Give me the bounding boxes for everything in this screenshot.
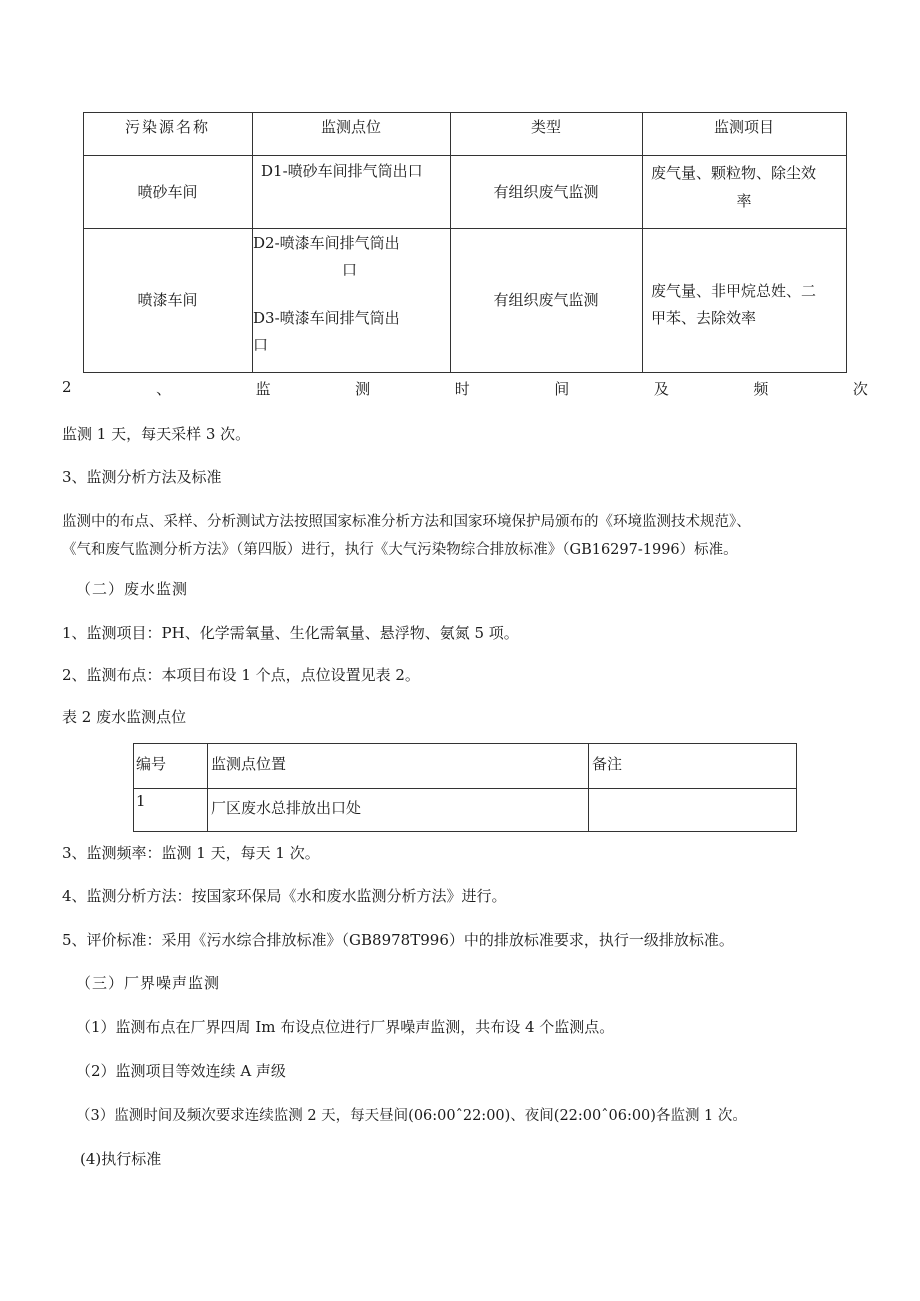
- paragraph-sampling-frequency: 监测 1 天，每天采样 3 次。: [62, 425, 251, 443]
- paragraph-wastewater-items: 1、监测项目：PH、化学需氧量、生化需氧量、悬浮物、氨氮 5 项。: [62, 624, 519, 642]
- heading-char: 次: [852, 380, 868, 398]
- heading-char: 测: [355, 380, 371, 398]
- heading-char: 2: [62, 378, 72, 396]
- paragraph-noise-schedule: （3）监测时间及频次要求连续监测 2 天，每天昼间(06:00ˆ22:00)、夜间(22:00ˆ06:00)各监测 1 次。: [76, 1108, 747, 1124]
- table1-row2-point-line4: 口: [253, 336, 269, 354]
- paragraph-wastewater-standard: 5、评价标准：采用《污水综合排放标准》（GB8978T996）中的排放标准要求，执行一级排放标准。: [62, 931, 734, 949]
- table1-row1-items-line2: 率: [736, 192, 752, 210]
- paragraph-noise-standard: (4)执行标准: [80, 1150, 162, 1168]
- table1-row1-source: 喷砂车间: [137, 183, 198, 201]
- table1-header-items: 监测项目: [713, 118, 774, 136]
- table1-header-source: 污染源名称: [124, 118, 210, 136]
- paragraph-method-heading: 3、监测分析方法及标准: [62, 468, 222, 486]
- table1-row2-point-line2: 口: [342, 261, 358, 279]
- table1-row1-type: 有组织废气监测: [493, 183, 599, 201]
- table1-row2-source: 喷漆车间: [137, 291, 198, 309]
- heading-char: 频: [753, 380, 769, 398]
- table2-cell-id: 1: [136, 792, 146, 810]
- monitoring-points-table: [83, 112, 847, 373]
- paragraph-wastewater-points: 2、监测布点：本项目布设 1 个点，点位设置见表 2。: [62, 666, 420, 684]
- paragraph-method-line2: 《气和废气监测分析方法》（第四版）进行，执行《大气污染物综合排放标准》（GB16297-1996）标准。: [62, 542, 738, 558]
- table2-header-remark: 备注: [592, 755, 623, 773]
- section-heading-monitoring-time: [62, 378, 868, 399]
- table2-header-id: 编号: [136, 755, 167, 773]
- table1-header-point: 监测点位: [320, 118, 381, 136]
- paragraph-method-line1: 监测中的布点、采样、分析测试方法按照国家标准分析方法和国家环境保护局颁布的《环境监测技术规范》、: [62, 514, 751, 530]
- wastewater-points-table: [133, 743, 797, 832]
- table2-cell-location: 厂区废水总排放出口处: [211, 799, 362, 817]
- paragraph-wastewater-method: 4、监测分析方法：按国家环保局《水和废水监测分析方法》进行。: [62, 887, 507, 905]
- paragraph-noise-items: （2）监测项目等效连续 A 声级: [76, 1062, 286, 1080]
- table1-header-type: 类型: [530, 118, 561, 136]
- heading-char: 监: [255, 380, 271, 398]
- heading-char: 、: [156, 380, 172, 398]
- table1-row2-type: 有组织废气监测: [493, 291, 599, 309]
- table1-row1-point: D1-喷砂车间排气筒出口: [261, 162, 423, 180]
- table2-header-location: 监测点位置: [211, 755, 287, 773]
- table1-row2-items-line1: 废气量、非甲烷总姓、二: [651, 282, 817, 300]
- heading-char: 及: [653, 380, 669, 398]
- table1-row2-point-line3: D3-喷漆车间排气筒出: [253, 309, 400, 327]
- table1-row2-point-line1: D2-喷漆车间排气筒出: [253, 234, 400, 252]
- paragraph-noise-points: （1）监测布点在厂界四周 Im 布设点位进行厂界噪声监测，共布设 4 个监测点。: [76, 1018, 615, 1036]
- paragraph-wastewater-frequency: 3、监测频率：监测 1 天，每天 1 次。: [62, 844, 320, 862]
- table1-row1-items-line1: 废气量、颗粒物、除尘效: [651, 164, 817, 182]
- table1-row2-items-line2: 甲苯、去除效率: [651, 309, 757, 327]
- section-wastewater-heading: （二）废水监测: [76, 580, 189, 598]
- table2-caption: 表 2 废水监测点位: [62, 708, 187, 726]
- section-noise-heading: （三）厂界噪声监测: [76, 974, 221, 992]
- heading-char: 间: [554, 380, 570, 398]
- heading-char: 时: [454, 380, 470, 398]
